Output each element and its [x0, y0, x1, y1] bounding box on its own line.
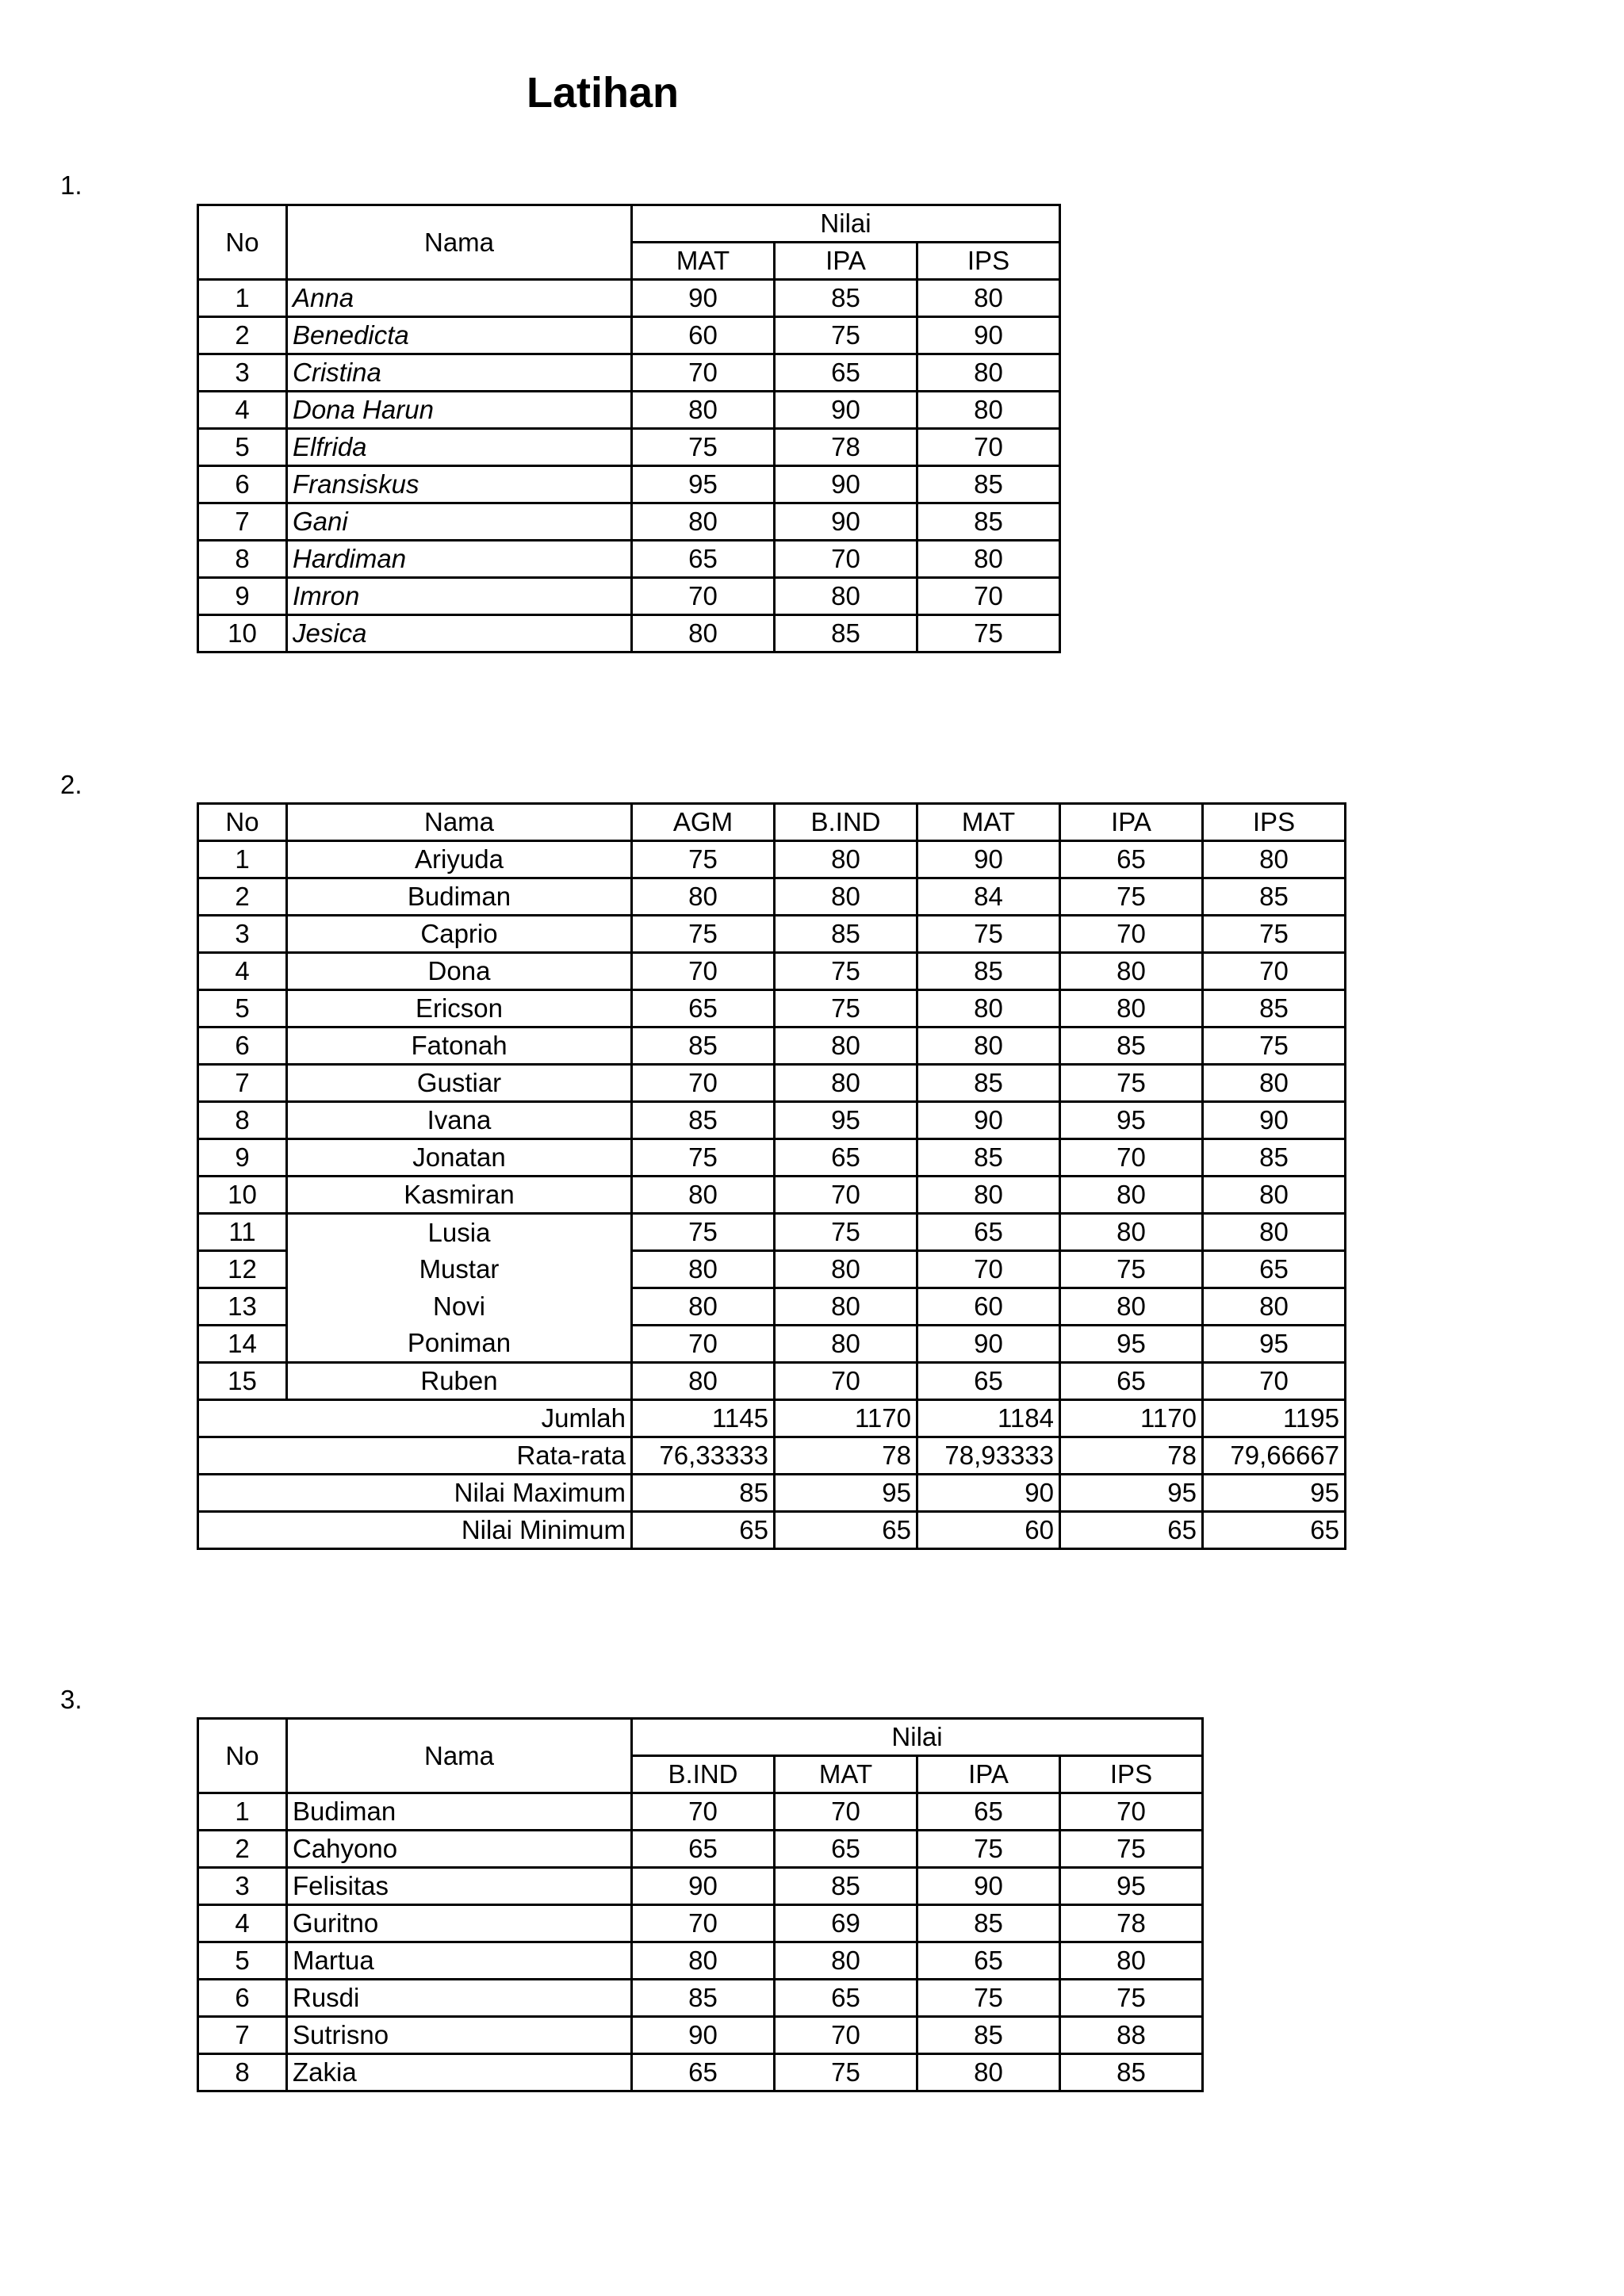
score-cell: 75: [1060, 1831, 1203, 1868]
student-name: Fatonah: [287, 1027, 632, 1065]
header-cell: B.IND: [775, 804, 917, 841]
header-cell: IPS: [1203, 804, 1346, 841]
score-cell: 65: [775, 1831, 917, 1868]
score-cell: 75: [775, 953, 917, 990]
score-table-3: [197, 1717, 1204, 2092]
score-cell: 80: [775, 1326, 917, 1363]
table-row: [198, 2054, 1203, 2091]
summary-value: 95: [1060, 1475, 1203, 1512]
score-cell: 80: [917, 1027, 1060, 1065]
score-cell: 70: [917, 1251, 1060, 1288]
summary-value: 1170: [1060, 1400, 1203, 1437]
score-cell: 80: [632, 1288, 775, 1326]
score-cell: 85: [632, 1027, 775, 1065]
summary-row: [198, 1437, 1346, 1475]
score-cell: 95: [775, 1102, 917, 1139]
score-cell: 80: [917, 280, 1060, 317]
score-cell: 80: [1203, 1288, 1346, 1326]
score-cell: 80: [632, 1942, 775, 1980]
score-cell: 90: [917, 1868, 1060, 1905]
score-cell: 60: [917, 1288, 1060, 1326]
score-cell: 70: [632, 354, 775, 392]
row-number: 9: [198, 1139, 287, 1177]
score-cell: 90: [632, 1868, 775, 1905]
table-row: [198, 429, 1060, 466]
student-name: Ericson: [287, 990, 632, 1027]
summary-value: 1170: [775, 1400, 917, 1437]
page-title: Latihan: [526, 69, 679, 117]
score-cell: 69: [775, 1905, 917, 1942]
row-number: 7: [198, 2017, 287, 2054]
score-cell: 70: [917, 578, 1060, 615]
header-cell: No: [198, 804, 287, 841]
row-number: 3: [198, 354, 287, 392]
header-cell: MAT: [917, 804, 1060, 841]
student-name: Budiman: [287, 1793, 632, 1831]
score-cell: 70: [775, 2017, 917, 2054]
student-name: Hardiman: [287, 541, 632, 578]
score-cell: 80: [1203, 1214, 1346, 1251]
score-cell: 78: [1060, 1905, 1203, 1942]
score-cell: 85: [917, 503, 1060, 541]
table-row: [198, 1363, 1346, 1400]
score-cell: 65: [1060, 1363, 1203, 1400]
score-cell: 75: [775, 317, 917, 354]
row-number: 8: [198, 541, 287, 578]
header-cell: Nama: [287, 804, 632, 841]
table-row: [198, 1251, 1346, 1288]
header-subject: MAT: [632, 243, 775, 280]
row-number: 9: [198, 578, 287, 615]
table-row: [198, 1214, 1346, 1251]
score-cell: 80: [775, 1942, 917, 1980]
score-cell: 80: [1060, 1177, 1203, 1214]
score-cell: 80: [1203, 841, 1346, 878]
score-cell: 75: [917, 916, 1060, 953]
header-nama: Nama: [287, 205, 632, 280]
student-name: Guritno: [287, 1905, 632, 1942]
score-cell: 65: [632, 541, 775, 578]
header-cell: IPA: [1060, 804, 1203, 841]
row-number: 4: [198, 953, 287, 990]
score-cell: 85: [632, 1980, 775, 2017]
score-cell: 90: [775, 466, 917, 503]
score-cell: 80: [917, 354, 1060, 392]
section-label: 2.: [60, 770, 82, 799]
student-name: Jesica: [287, 615, 632, 652]
row-number: 3: [198, 916, 287, 953]
header-subject: IPA: [917, 1756, 1060, 1793]
table-row: [198, 841, 1346, 878]
score-cell: 80: [1060, 953, 1203, 990]
score-cell: 70: [1203, 953, 1346, 990]
student-name: Budiman: [287, 878, 632, 916]
table-row: [198, 354, 1060, 392]
score-cell: 80: [632, 392, 775, 429]
summary-value: 90: [917, 1475, 1060, 1512]
score-cell: 70: [1060, 916, 1203, 953]
score-cell: 75: [775, 2054, 917, 2091]
summary-label: Jumlah: [198, 1400, 632, 1437]
row-number: 7: [198, 503, 287, 541]
score-cell: 75: [917, 1831, 1060, 1868]
score-cell: 65: [775, 1980, 917, 2017]
student-name: Mustar: [287, 1251, 632, 1288]
header-cell: AGM: [632, 804, 775, 841]
student-name: Dona Harun: [287, 392, 632, 429]
score-cell: 65: [632, 990, 775, 1027]
summary-value: 65: [1203, 1512, 1346, 1549]
score-cell: 80: [917, 2054, 1060, 2091]
summary-value: 78: [775, 1437, 917, 1475]
header-nilai: Nilai: [632, 205, 1060, 243]
row-number: 3: [198, 1868, 287, 1905]
score-cell: 70: [632, 1793, 775, 1831]
student-name: Felisitas: [287, 1868, 632, 1905]
score-cell: 65: [917, 1942, 1060, 1980]
student-name: Elfrida: [287, 429, 632, 466]
score-cell: 70: [1203, 1363, 1346, 1400]
score-cell: 65: [632, 1831, 775, 1868]
score-cell: 80: [632, 503, 775, 541]
student-name: Lusia: [287, 1214, 632, 1251]
score-cell: 95: [1060, 1102, 1203, 1139]
score-cell: 70: [632, 1326, 775, 1363]
header-nilai: Nilai: [632, 1719, 1203, 1756]
score-table-2: [197, 802, 1346, 1550]
row-number: 5: [198, 1942, 287, 1980]
score-cell: 75: [1060, 1980, 1203, 2017]
table-row: [198, 1326, 1346, 1363]
score-cell: 80: [632, 1363, 775, 1400]
table-row: [198, 1831, 1203, 1868]
row-number: 1: [198, 841, 287, 878]
score-cell: 84: [917, 878, 1060, 916]
table-row: [198, 953, 1346, 990]
score-cell: 85: [1203, 878, 1346, 916]
student-name: Imron: [287, 578, 632, 615]
student-name: Cristina: [287, 354, 632, 392]
score-cell: 80: [775, 1251, 917, 1288]
score-cell: 80: [1203, 1065, 1346, 1102]
score-cell: 80: [1060, 1942, 1203, 1980]
score-cell: 75: [775, 1214, 917, 1251]
score-cell: 80: [632, 1177, 775, 1214]
table-row: [198, 317, 1060, 354]
student-name: Gustiar: [287, 1065, 632, 1102]
table-row: [198, 916, 1346, 953]
score-cell: 95: [1060, 1868, 1203, 1905]
summary-label: Nilai Minimum: [198, 1512, 632, 1549]
student-name: Gani: [287, 503, 632, 541]
student-name: Sutrisno: [287, 2017, 632, 2054]
row-number: 14: [198, 1326, 287, 1363]
row-number: 13: [198, 1288, 287, 1326]
score-cell: 65: [775, 1139, 917, 1177]
student-name: Cahyono: [287, 1831, 632, 1868]
table-row: [198, 280, 1060, 317]
score-cell: 80: [917, 1177, 1060, 1214]
score-cell: 80: [1060, 1288, 1203, 1326]
table-row: [198, 1942, 1203, 1980]
table-row: [198, 503, 1060, 541]
student-name: Jonatan: [287, 1139, 632, 1177]
table-row: [198, 1102, 1346, 1139]
row-number: 4: [198, 392, 287, 429]
row-number: 5: [198, 429, 287, 466]
student-name: Rusdi: [287, 1980, 632, 2017]
score-cell: 80: [632, 1251, 775, 1288]
score-cell: 70: [917, 429, 1060, 466]
row-number: 6: [198, 466, 287, 503]
score-cell: 85: [917, 1139, 1060, 1177]
score-cell: 70: [775, 541, 917, 578]
header-subject: MAT: [775, 1756, 917, 1793]
score-cell: 90: [917, 841, 1060, 878]
score-cell: 90: [775, 392, 917, 429]
row-number: 6: [198, 1980, 287, 2017]
score-cell: 80: [775, 578, 917, 615]
summary-label: Nilai Maximum: [198, 1475, 632, 1512]
score-cell: 80: [632, 878, 775, 916]
score-cell: 70: [632, 953, 775, 990]
score-cell: 85: [917, 466, 1060, 503]
header-subject: IPS: [1060, 1756, 1203, 1793]
score-cell: 80: [775, 1065, 917, 1102]
summary-value: 95: [775, 1475, 917, 1512]
header-no: No: [198, 205, 287, 280]
table-row: [198, 541, 1060, 578]
table-row: [198, 1288, 1346, 1326]
row-number: 15: [198, 1363, 287, 1400]
section-label: 1.: [60, 170, 82, 200]
score-cell: 85: [1060, 2054, 1203, 2091]
row-number: 6: [198, 1027, 287, 1065]
row-number: 2: [198, 317, 287, 354]
summary-row: [198, 1475, 1346, 1512]
score-cell: 80: [775, 1288, 917, 1326]
table-row: [198, 2017, 1203, 2054]
score-cell: 75: [917, 615, 1060, 652]
summary-row: [198, 1400, 1346, 1437]
score-cell: 85: [917, 1065, 1060, 1102]
row-number: 4: [198, 1905, 287, 1942]
student-name: Martua: [287, 1942, 632, 1980]
score-cell: 75: [632, 841, 775, 878]
score-cell: 88: [1060, 2017, 1203, 2054]
score-cell: 70: [632, 578, 775, 615]
score-cell: 75: [775, 990, 917, 1027]
student-name: Kasmiran: [287, 1177, 632, 1214]
score-cell: 85: [1203, 990, 1346, 1027]
score-cell: 85: [1203, 1139, 1346, 1177]
header-subject: B.IND: [632, 1756, 775, 1793]
score-cell: 70: [775, 1363, 917, 1400]
student-name: Dona: [287, 953, 632, 990]
score-cell: 85: [917, 953, 1060, 990]
table-row: [198, 878, 1346, 916]
score-cell: 85: [775, 916, 917, 953]
summary-value: 1184: [917, 1400, 1060, 1437]
score-cell: 85: [917, 2017, 1060, 2054]
score-cell: 75: [1060, 1065, 1203, 1102]
summary-value: 95: [1203, 1475, 1346, 1512]
score-cell: 90: [917, 1102, 1060, 1139]
score-cell: 65: [775, 354, 917, 392]
score-cell: 70: [775, 1177, 917, 1214]
row-number: 10: [198, 615, 287, 652]
row-number: 2: [198, 878, 287, 916]
score-cell: 70: [632, 1065, 775, 1102]
score-cell: 90: [917, 317, 1060, 354]
score-cell: 90: [632, 280, 775, 317]
score-cell: 65: [917, 1214, 1060, 1251]
score-cell: 85: [775, 280, 917, 317]
summary-row: [198, 1512, 1346, 1549]
score-cell: 78: [775, 429, 917, 466]
summary-value: 78,93333: [917, 1437, 1060, 1475]
summary-value: 79,66667: [1203, 1437, 1346, 1475]
score-cell: 70: [1060, 1793, 1203, 1831]
score-cell: 80: [1060, 990, 1203, 1027]
section-label: 3.: [60, 1685, 82, 1714]
summary-value: 65: [632, 1512, 775, 1549]
table-row: [198, 466, 1060, 503]
student-name: Ariyuda: [287, 841, 632, 878]
row-number: 11: [198, 1214, 287, 1251]
score-cell: 80: [917, 990, 1060, 1027]
score-cell: 95: [1203, 1326, 1346, 1363]
score-cell: 75: [917, 1980, 1060, 2017]
summary-value: 1145: [632, 1400, 775, 1437]
score-cell: 95: [1060, 1326, 1203, 1363]
student-name: Fransiskus: [287, 466, 632, 503]
score-table-1: [197, 204, 1061, 653]
summary-label: Rata-rata: [198, 1437, 632, 1475]
summary-value: 78: [1060, 1437, 1203, 1475]
score-cell: 70: [1060, 1139, 1203, 1177]
table-row: [198, 1905, 1203, 1942]
score-cell: 80: [1060, 1214, 1203, 1251]
table-row: [198, 1027, 1346, 1065]
table-row: [198, 1139, 1346, 1177]
score-cell: 75: [632, 429, 775, 466]
table-row: [198, 1065, 1346, 1102]
score-cell: 90: [1203, 1102, 1346, 1139]
summary-value: 65: [1060, 1512, 1203, 1549]
row-number: 8: [198, 2054, 287, 2091]
student-name: Ivana: [287, 1102, 632, 1139]
score-cell: 90: [632, 2017, 775, 2054]
summary-value: 76,33333: [632, 1437, 775, 1475]
table-row: [198, 990, 1346, 1027]
score-cell: 85: [775, 1868, 917, 1905]
row-number: 1: [198, 1793, 287, 1831]
score-cell: 65: [917, 1363, 1060, 1400]
score-cell: 75: [1203, 1027, 1346, 1065]
score-cell: 90: [917, 1326, 1060, 1363]
score-cell: 85: [632, 1102, 775, 1139]
table-row: [198, 1177, 1346, 1214]
row-number: 12: [198, 1251, 287, 1288]
student-name: Benedicta: [287, 317, 632, 354]
score-cell: 75: [632, 916, 775, 953]
score-cell: 80: [917, 541, 1060, 578]
score-cell: 80: [775, 878, 917, 916]
score-cell: 70: [775, 1793, 917, 1831]
score-cell: 65: [1060, 841, 1203, 878]
row-number: 5: [198, 990, 287, 1027]
table-row: [198, 392, 1060, 429]
score-cell: 80: [775, 1027, 917, 1065]
score-cell: 80: [632, 615, 775, 652]
summary-value: 1195: [1203, 1400, 1346, 1437]
row-number: 2: [198, 1831, 287, 1868]
score-cell: 75: [1203, 916, 1346, 953]
header-nama: Nama: [287, 1719, 632, 1793]
score-cell: 75: [632, 1214, 775, 1251]
table-row: [198, 578, 1060, 615]
table-row: [198, 1980, 1203, 2017]
score-cell: 65: [1203, 1251, 1346, 1288]
score-cell: 75: [1060, 1251, 1203, 1288]
header-no: No: [198, 1719, 287, 1793]
student-name: Novi: [287, 1288, 632, 1326]
score-cell: 60: [632, 317, 775, 354]
score-cell: 80: [917, 392, 1060, 429]
summary-value: 65: [775, 1512, 917, 1549]
score-cell: 90: [775, 503, 917, 541]
header-subject: IPA: [775, 243, 917, 280]
score-cell: 85: [1060, 1027, 1203, 1065]
row-number: 7: [198, 1065, 287, 1102]
score-cell: 85: [775, 615, 917, 652]
student-name: Poniman: [287, 1326, 632, 1363]
score-cell: 80: [1203, 1177, 1346, 1214]
score-cell: 95: [632, 466, 775, 503]
student-name: Caprio: [287, 916, 632, 953]
summary-value: 60: [917, 1512, 1060, 1549]
header-subject: IPS: [917, 243, 1060, 280]
student-name: Zakia: [287, 2054, 632, 2091]
row-number: 10: [198, 1177, 287, 1214]
row-number: 8: [198, 1102, 287, 1139]
table-row: [198, 1868, 1203, 1905]
score-cell: 75: [1060, 878, 1203, 916]
score-cell: 70: [632, 1905, 775, 1942]
score-cell: 65: [917, 1793, 1060, 1831]
score-cell: 75: [632, 1139, 775, 1177]
score-cell: 65: [632, 2054, 775, 2091]
table-row: [198, 615, 1060, 652]
summary-value: 85: [632, 1475, 775, 1512]
table-row: [198, 1793, 1203, 1831]
row-number: 1: [198, 280, 287, 317]
score-cell: 85: [917, 1905, 1060, 1942]
student-name: Ruben: [287, 1363, 632, 1400]
score-cell: 80: [775, 841, 917, 878]
student-name: Anna: [287, 280, 632, 317]
